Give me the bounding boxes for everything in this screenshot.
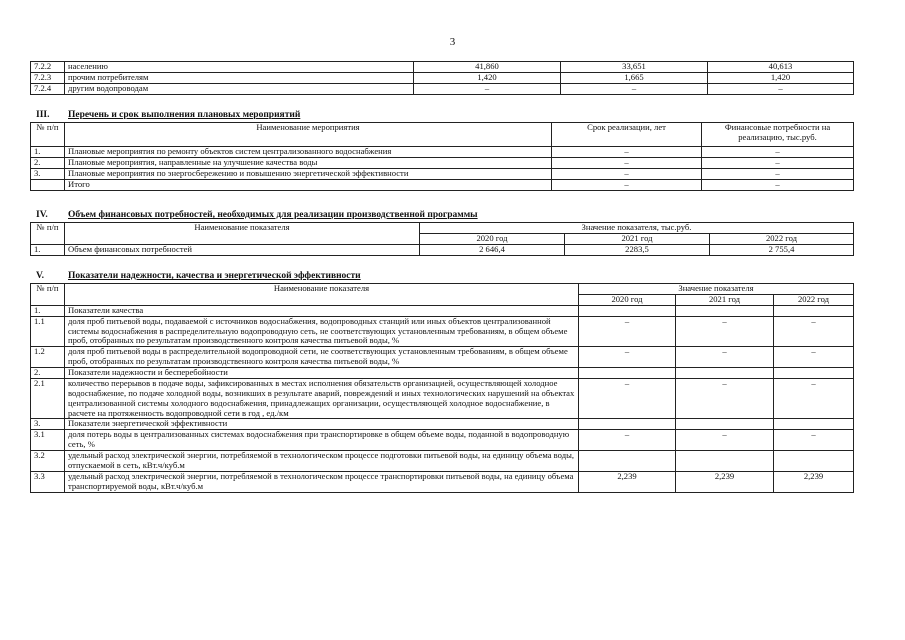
row-num: 3.1 xyxy=(31,430,65,451)
header-2020: 2020 год xyxy=(420,233,565,244)
row-name: доля проб питьевой воды, подаваемой с источников водоснабжения, водопроводных станций или иных объектов централизованной системы водоснабжения в распределительную водопроводную сеть, не соответствующих установленным требованиям, в общем объеме проб, отобранных по результатам производственного контроля качества питьевой воды, % xyxy=(65,316,579,347)
value-2021: 1,665 xyxy=(561,72,708,83)
table-row xyxy=(31,419,854,430)
value-2022 xyxy=(774,451,854,472)
row-num: 1.1 xyxy=(31,316,65,347)
value-2021: – xyxy=(676,378,774,419)
value-2022: – xyxy=(708,83,854,94)
row-num: 3. xyxy=(31,419,65,430)
row-name: Плановые мероприятия по энергосбережению и повышению энергетической эффективности xyxy=(65,168,552,179)
row-num: 2.1 xyxy=(31,378,65,419)
value-2022: – xyxy=(774,378,854,419)
row-name: количество перерывов в подаче воды, зафиксированных в местах исполнения обязательств организацией, осуществляющей холодное водоснабжение, по подаче холодной воды, возникших в результате аварий, повреждений и иных технологических нарушений на объектах централизованной системы холодного водоснабжения, принадлежащих организации, осуществляющей холодное водоснабжение, в расчете на протяженность водопроводной сети в год , ед./км xyxy=(65,378,579,419)
row-name: удельный расход электрической энергии, потребляемой в технологическом процессе подготовки питьевой воды, на единицу объема воды, отпускаемой в сеть, кВт.ч/куб.м xyxy=(65,451,579,472)
table-header-row xyxy=(31,284,854,295)
row-name: удельный расход электрической энергии, потребляемой в технологическом процессе транспортировки питьевой воды, на единицу объема транспортируемой воды, кВт.ч/куб.м xyxy=(65,471,579,492)
row-num: 2. xyxy=(31,368,65,379)
section-4-heading: Объем финансовых потребностей, необходимых для реализации производственной программы xyxy=(68,210,478,220)
table-row xyxy=(31,316,854,347)
page-number: 3 xyxy=(449,36,456,48)
section-4-table xyxy=(30,222,854,256)
value-2020 xyxy=(579,368,676,379)
table-row xyxy=(31,168,854,179)
value-2020: – xyxy=(579,430,676,451)
header-name: Наименование показателя xyxy=(65,284,579,306)
value-2021 xyxy=(676,419,774,430)
row-num: 3.2 xyxy=(31,451,65,472)
row-name: другим водопроводам xyxy=(65,83,414,94)
row-name: Показатели надежности и бесперебойности xyxy=(65,368,579,379)
header-num: № п/п xyxy=(31,123,65,147)
row-num: 3. xyxy=(31,168,65,179)
row-num: 3.3 xyxy=(31,471,65,492)
value-2022 xyxy=(774,305,854,316)
header-2022: 2022 год xyxy=(774,294,854,305)
table-row xyxy=(31,378,854,419)
row-name: Плановые мероприятия по ремонту объектов систем централизованного водоснабжения xyxy=(65,147,552,158)
row-num: 7.2.2 xyxy=(31,62,65,73)
value-2022 xyxy=(774,419,854,430)
section-4-title xyxy=(36,210,478,220)
row-name: Объем финансовых потребностей xyxy=(65,244,420,255)
table-header-row xyxy=(31,123,854,147)
row-num: 1.2 xyxy=(31,347,65,368)
header-num: № п/п xyxy=(31,284,65,306)
value-2022: 1,420 xyxy=(708,72,854,83)
header-2022: 2022 год xyxy=(710,233,854,244)
row-term: – xyxy=(552,147,702,158)
section-5-table xyxy=(30,283,854,493)
table-row xyxy=(31,179,854,190)
row-num: 2. xyxy=(31,157,65,168)
row-num: 1. xyxy=(31,244,65,255)
top-table xyxy=(30,61,854,95)
value-2021: – xyxy=(676,316,774,347)
row-name: доля проб питьевой воды в распределительной водопроводной сети, не соответствующих установленным требованиям, в общем объеме проб, отобранных по результатам производственного контроля качества питьевой воды, % xyxy=(65,347,579,368)
row-num: 7.2.3 xyxy=(31,72,65,83)
table-header-row xyxy=(31,223,854,234)
table-row xyxy=(31,305,854,316)
section-3-heading: Перечень и срок выполнения плановых мероприятий xyxy=(68,110,301,120)
value-2021 xyxy=(676,451,774,472)
table-row xyxy=(31,471,854,492)
table-row xyxy=(31,147,854,158)
value-2022: 2,239 xyxy=(774,471,854,492)
value-2021 xyxy=(676,305,774,316)
value-2021: – xyxy=(676,430,774,451)
value-2020: – xyxy=(414,83,561,94)
value-2021 xyxy=(676,368,774,379)
header-2020: 2020 год xyxy=(579,294,676,305)
table-row xyxy=(31,62,854,73)
value-2020: 41,860 xyxy=(414,62,561,73)
value-2022 xyxy=(774,368,854,379)
header-name: Наименование мероприятия xyxy=(65,123,552,147)
row-num: 1. xyxy=(31,147,65,158)
row-finance: – xyxy=(702,168,854,179)
header-finance: Финансовые потребности на реализацию, тыс.руб. xyxy=(702,123,854,147)
header-2021: 2021 год xyxy=(676,294,774,305)
value-2022: – xyxy=(774,316,854,347)
value-2022: – xyxy=(774,430,854,451)
value-2020: – xyxy=(579,316,676,347)
value-2020: 1,420 xyxy=(414,72,561,83)
header-term: Срок реализации, лет xyxy=(552,123,702,147)
value-2021: – xyxy=(561,83,708,94)
value-2020 xyxy=(579,305,676,316)
row-name: Показатели качества xyxy=(65,305,579,316)
header-value: Значение показателя xyxy=(579,284,854,295)
header-value: Значение показателя, тыс.руб. xyxy=(420,223,854,234)
row-term: – xyxy=(552,168,702,179)
table-row xyxy=(31,451,854,472)
value-2020: 2,239 xyxy=(579,471,676,492)
value-2020 xyxy=(579,451,676,472)
value-2022: 40,613 xyxy=(708,62,854,73)
row-num: 1. xyxy=(31,305,65,316)
row-finance: – xyxy=(702,179,854,190)
value-2020 xyxy=(579,419,676,430)
section-5-heading: Показатели надежности, качества и энергетической эффективности xyxy=(68,271,361,281)
value-2022: 2 755,4 xyxy=(710,244,854,255)
table-row xyxy=(31,157,854,168)
section-3-title xyxy=(36,110,300,120)
table-row xyxy=(31,244,854,255)
section-4-number: IV. xyxy=(36,210,48,220)
row-name: Показатели энергетической эффективности xyxy=(65,419,579,430)
section-5-number: V. xyxy=(36,271,45,281)
table-row xyxy=(31,83,854,94)
row-term: – xyxy=(552,179,702,190)
section-5-title xyxy=(36,271,361,281)
table-row xyxy=(31,72,854,83)
value-2020: 2 646,4 xyxy=(420,244,565,255)
value-2021: 2,239 xyxy=(676,471,774,492)
row-name: Итого xyxy=(65,179,552,190)
row-name: прочим потребителям xyxy=(65,72,414,83)
row-finance: – xyxy=(702,147,854,158)
value-2020: – xyxy=(579,378,676,419)
value-2021: 33,651 xyxy=(561,62,708,73)
table-row xyxy=(31,430,854,451)
row-num xyxy=(31,179,65,190)
table-row xyxy=(31,347,854,368)
row-name: Плановые мероприятия, направленные на улучшение качества воды xyxy=(65,157,552,168)
row-finance: – xyxy=(702,157,854,168)
header-num: № п/п xyxy=(31,223,65,245)
value-2021: – xyxy=(676,347,774,368)
table-row xyxy=(31,368,854,379)
row-name: доля потерь воды в централизованных системах водоснабжения при транспортировке в общем объеме воды, поданной в водопроводную сеть, % xyxy=(65,430,579,451)
value-2021: 2283,5 xyxy=(565,244,710,255)
row-num: 7.2.4 xyxy=(31,83,65,94)
row-name: населению xyxy=(65,62,414,73)
row-term: – xyxy=(552,157,702,168)
header-name: Наименование показателя xyxy=(65,223,420,245)
section-3-table xyxy=(30,122,854,191)
section-3-number: III. xyxy=(36,110,50,120)
value-2020: – xyxy=(579,347,676,368)
value-2022: – xyxy=(774,347,854,368)
header-2021: 2021 год xyxy=(565,233,710,244)
